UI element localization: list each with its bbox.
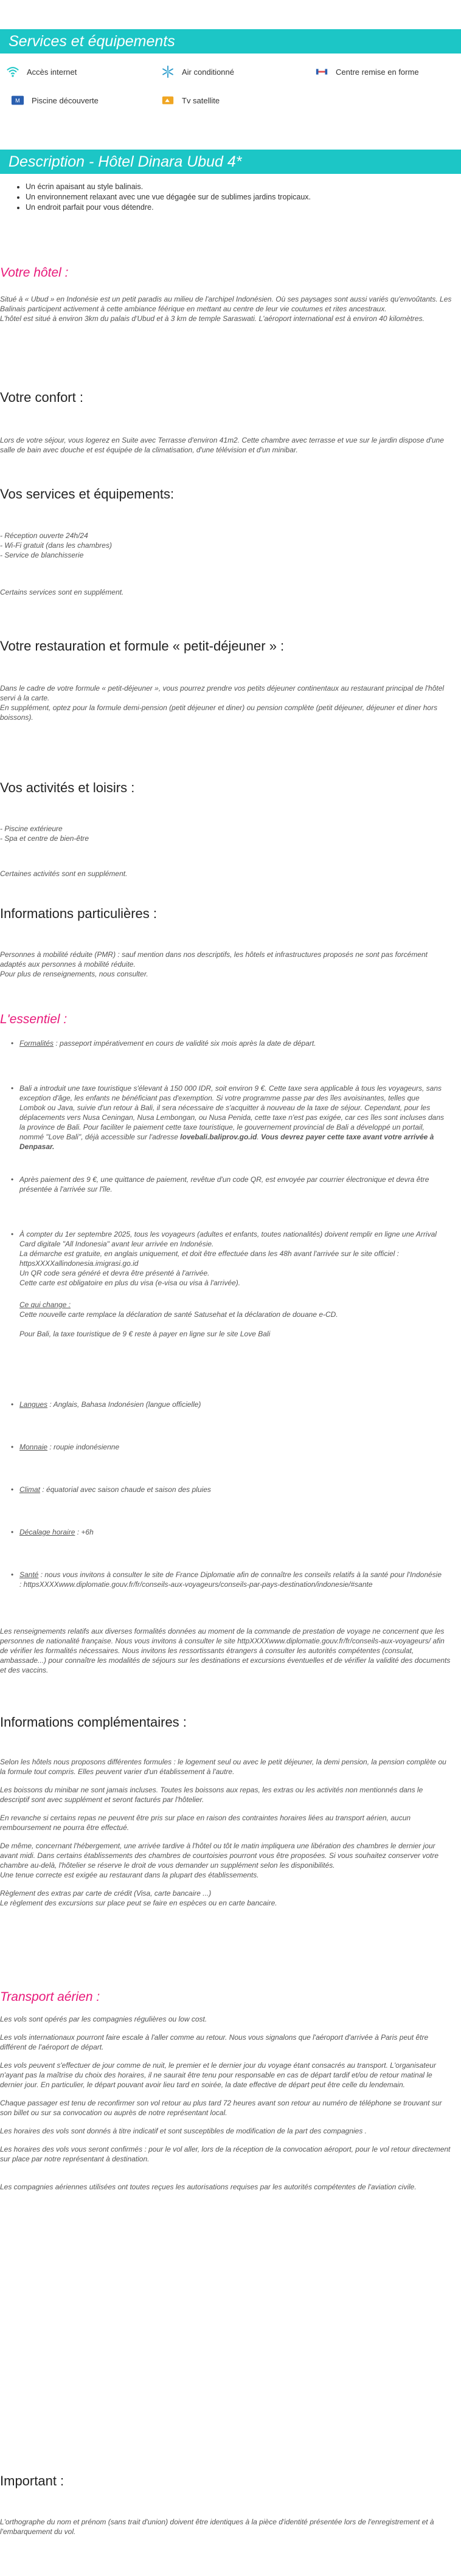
amenity-label: Accès internet (27, 67, 77, 77)
hotel-heading: Votre hôtel : (0, 266, 69, 280)
aerien-heading: Transport aérien : (0, 1990, 100, 2004)
bali-tax-text: Bali a introduit une taxe touristique s'élevant à 150 000 IDR, soit environ 9 €. Cette taxe sera applicable à tous les voyageurs, sans exception d'âge, les enfants ne bénéficiant pas d'exemption. Si votre programme passe par des îles avoisinantes, telles que Lombok ou Java, suivie d'un retour à Bali, il sera nécessaire de s'acquitter à nouveau de la taxe de séjour. Cependant, pour les déplacements vers Nusa Ceningan, Nusa Lembongan, ou Nusa Penida, cette taxe n'est pas exigée, car ces îles sont incluses dans la province de Bali. Pour faciliter le paiement cette taxe touristique, le gouvernement provincial de Bali a développé un portail, nommé "Love Bali", déjà accessible sur l'adresse (19, 1084, 445, 1141)
list-item: • Un écrin apaisant au style balinais. (26, 182, 311, 191)
change-text: Cette nouvelle carte remplace la déclaration de santé Satusehat et la déclaration de douane e-CD. (19, 1310, 338, 1319)
svg-text:M: M (15, 97, 20, 104)
aerien-text (0, 2014, 453, 2192)
particulier-text (0, 950, 453, 979)
monnaie-item (19, 1442, 445, 1452)
paragraph: Personnes à mobilité réduite (PMR) : sauf mention dans nos descriptifs, les hôtels et infrastructures proposés ne sont pas forcément adaptés aux personnes à mobilité réduite. (0, 950, 428, 969)
list-item: - Spa et centre de bien-être (0, 834, 89, 843)
services-note: Certains services sont en supplément. (0, 588, 124, 596)
amenity-internet (6, 65, 77, 78)
decalage-text: : +6h (75, 1528, 94, 1536)
paragraph: Une tenue correcte est exigée au restaurant dans la plupart des établissements. (0, 1871, 259, 1879)
amenity-label: Air conditionné (182, 67, 234, 77)
sante-item (19, 1570, 445, 1589)
paragraph: La démarche est gratuite, en anglais uniquement, et doit être effectuée dans les 48h avant l'arrivée sur le site officiel : httpsXXXXallindonesia.imigrasi.go.id (19, 1249, 399, 1268)
climat-label: Climat (19, 1485, 41, 1494)
formalites-text: : passeport impérativement en cours de validité six mois après la date de départ. (54, 1039, 316, 1048)
paragraph: Les compagnies aériennes utilisées ont toutes reçues les autorisations requises par les autorités compétentes de l'aviation civile. (0, 2183, 417, 2191)
resto-heading: Votre restauration et formule « petit-déjeuner » : (0, 638, 285, 654)
climat-item (19, 1485, 445, 1494)
paragraph: Les vols internationaux pourront faire escale à l'aller comme au retour. Nous vous signalons que l'aéroport d'arrivée à Paris peut être différent de l'aéroport de départ. (0, 2033, 429, 2051)
amenity-pool (11, 94, 99, 107)
payment-item: • Après paiement des 9 €, une quittance de paiement, revêtue d'un code QR, est envoyée par courrier électronique et devra être présentée à l'arrivée sur l'île. (19, 1175, 445, 1194)
change-tax: Pour Bali, la taxe touristique de 9 € reste à payer en ligne sur le site Love Bali (19, 1330, 271, 1338)
list-item: - Piscine extérieure (0, 824, 63, 833)
amenity-fitness (315, 65, 419, 78)
paragraph: L'hôtel est situé à environ 3km du palais d'Ubud et à 3 km de temple Saraswati. L'aéroport international est à environ 40 kilomètres. (0, 314, 425, 323)
arrival-item (19, 1229, 445, 1288)
paragraph: Cette carte est obligatoire en plus du visa (e-visa ou visa à l'arrivée). (19, 1279, 241, 1287)
sante-label: Santé (19, 1570, 39, 1579)
monnaie-text: : roupie indonésienne (47, 1443, 120, 1451)
bali-warning: Vous devrez payer cette taxe avant votre arrivée à Denpasar. (19, 1133, 434, 1151)
bali-tax-item: • Bali a introduit une taxe touristique s'élevant à 150 000 IDR, soit environ 9 €. Cette taxe sera applicable à tous les voyageurs, sans exception d'âge, les enfants ne bénéficiant pas d'exemption. Si votre programme passe par des îles avoisinantes, telles que Lombok ou Java, suivie d'un retour à Bali, il sera nécessaire de s'acquitter à nouveau de la taxe de séjour. Cependant, pour les déplacements vers Nusa Ceningan, Nusa Lembongan, ou Nusa Penida, cette taxe n'est pas exigée, car ces îles sont incluses dans la province de Bali. Pour faciliter le paiement cette taxe touristique, le gouvernement provincial de Bali a développé un portail, nommé "Love Bali", déjà accessible sur l'adresse lovebali.baliprov.go.id. Vous devrez payer cette taxe avant votre arrivée à Denpasar. (19, 1083, 445, 1152)
paragraph: • À compter du 1er septembre 2025, tous les voyageurs (adultes et enfants, toutes nationalités) doivent remplir en ligne une Arrival Card digitale "All Indonesia" avant leur arrivée en Indonésie. (19, 1230, 437, 1248)
complementaires-heading: Informations complémentaires : (0, 1714, 187, 1730)
amenity-label: Piscine découverte (32, 95, 99, 105)
climat-text: : équatorial avec saison chaude et saison des pluies (40, 1485, 211, 1494)
complementaires-text (0, 1757, 453, 1908)
amenity-label: Tv satellite (182, 95, 220, 105)
decalage-item (19, 1527, 445, 1537)
formalites-item (19, 1038, 445, 1048)
paragraph: En supplément, optez pour la formule demi-pension (petit déjeuner et diner) ou pension complète (petit déjeuner, déjeuner et diner hors boissons). (0, 703, 438, 722)
confort-text: Lors de votre séjour, vous logerez en Suite avec Terrasse d'environ 41m2. Cette chambre avec terrasse et vue sur le jardin dispose d'une salle de bain avec douche et est équipée de la climatisation, d'une télévision et d'un minibar. (0, 436, 444, 454)
satellite-tv-icon (161, 94, 175, 107)
paragraph: Les vols sont opérés par les compagnies régulières ou low cost. (0, 2015, 207, 2023)
langues-text: : Anglais, Bahasa Indonésien (langue officielle) (47, 1400, 201, 1409)
loisirs-list (0, 824, 453, 843)
paragraph: Les boissons du minibar ne sont jamais incluses. Toutes les boissons aux repas, les extras ou les activités non mentionnés dans le descriptif sont avec supplément et seront facturés par l'hôtelier. (0, 1786, 423, 1804)
paragraph: Les horaires des vols vous seront confirmés : pour le vol aller, lors de la réception de la convocation aéroport, pour le vol retour directement sur place par notre représentant à destination. (0, 2145, 451, 2163)
amenity-label: Centre remise en forme (336, 67, 419, 77)
important-text: L'orthographe du nom et prénom (sans trait d'union) doivent être identiques à la pièce d'identité présentée lors de l'enregistrement et à l'embarquement du vol. (0, 2518, 434, 2536)
paragraph: Dans le cadre de votre formule « petit-déjeuner », vous pourrez prendre vos petits déjeuner continentaux au restaurant principal de l'hôtel servi à la carte. (0, 684, 445, 702)
change-title: Ce qui change : (19, 1300, 71, 1309)
pool-icon (11, 94, 24, 107)
services-title: Services et équipements (0, 29, 461, 54)
monnaie-label: Monnaie (19, 1443, 48, 1451)
langues-label: Langues (19, 1400, 48, 1409)
formalites-label: Formalités (19, 1039, 54, 1048)
paragraph: Situé à « Ubud » en Indonésie est un petit paradis au milieu de l'archipel Indonésien. Où ses paysages sont aussi variés qu'envoûtants. Les Balinais participent activement à cette ambiance féérique en mettant au centre de leur vie coutumes et rites ancestraux. (0, 295, 452, 313)
paragraph: Règlement des extras par carte de crédit (Visa, carte bancaire ...) (0, 1889, 212, 1897)
hotel-text (0, 294, 453, 323)
paragraph: Les vols peuvent s'effectuer de jour comme de nuit, le premier et le dernier jour du voyage étant consacrés au transport. L'organisateur n'ayant pas la maîtrise du choix des horaires, il ne saurait être tenu pour responsable en cas de départ tardif et/ou de retour matinal le dernier jour. En particulier, le départ pouvant avoir lieu tard en soirée, la date effective de départ peut être celle du lendemain. (0, 2061, 436, 2089)
services-list (0, 531, 453, 560)
list-item: • Un environnement relaxant avec une vue dégagée sur de sublimes jardins tropicaux. (26, 193, 311, 201)
important-heading: Important : (0, 2473, 64, 2488)
change-block (19, 1300, 445, 1339)
snowflake-icon (161, 65, 175, 78)
paragraph: Le règlement des excursions sur place peut se faire en espèces ou en carte bancaire. (0, 1899, 277, 1907)
loisirs-note: Certaines activités sont en supplément. (0, 869, 128, 878)
services-heading: Vos services et équipements: (0, 486, 175, 502)
highlights-list (12, 182, 311, 213)
paragraph: Les horaires des vols sont donnés à titre indicatif et sont susceptibles de modification de la part des compagnies . (0, 2127, 367, 2135)
particulier-heading: Informations particulières : (0, 906, 157, 921)
paragraph: De même, concernant l'hébergement, une arrivée tardive à l'hôtel ou tôt le matin impliquera une libération des chambres le dernier jour avant midi. Dans certains établissements des chambres de courtoisies pourront vous être proposées. Si vous souhaitez conserver votre chambre au-delà, l'hôtelier se réserve le droit de vous demander un supplément selon les disponibilités. (0, 1842, 439, 1870)
dumbbell-icon (315, 65, 328, 78)
paragraph: Un QR code sera généré et devra être présenté à l'arrivée. (19, 1269, 210, 1277)
decalage-label: Décalage horaire (19, 1528, 75, 1536)
list-item: • Un endroit parfait pour vous détendre. (26, 203, 311, 212)
wifi-icon (6, 65, 19, 78)
amenity-tv (161, 94, 220, 107)
description-title: Description - Hôtel Dinara Ubud 4* (0, 150, 461, 174)
paragraph: En revanche si certains repas ne peuvent être pris sur place en raison des contraintes horaires liées au transport aérien, aucun remboursement ne pourra être effectué. (0, 1814, 411, 1832)
confort-heading: Votre confort : (0, 390, 83, 405)
amenity-aircon (161, 65, 234, 78)
paragraph: Chaque passager est tenu de reconfirmer son vol retour au plus tard 72 heures avant son retour au numéro de téléphone se trouvant sur son billet ou sur sa convocation ou auprès de notre représentant local. (0, 2099, 442, 2117)
paragraph: Pour plus de renseignements, nous consulter. (0, 970, 148, 978)
renseignements-text: Les renseignements relatifs aux diverses formalités données au moment de la commande de prestation de voyage ne concernent que les personnes de nationalité française. Nous vous invitons à consulter le site httpXXXXwww.diplomatie.gouv.fr/fr/conseils-aux-voyageurs/ afin de vérifier les formalités nécessaires. Nous invitons les ressortissants étrangers à consulter les autorités compétentes (consulat, ambassade...) pour connaître les modalités de séjours sur les destinations et excursions éventuelles et de vérifier la validité des documents et des vaccins. (0, 1627, 451, 1674)
bali-url[interactable]: lovebali.baliprov.go.id (180, 1133, 257, 1141)
sante-text: : nous vous invitons à consulter le site de France Diplomatie afin de connaître les conseils relatifs à la santé pour l'Indonésie : httpsXXXXwww.diplomatie.gouv.fr/fr/conseils-aux-voyageurs/conseils-par-pays-destination/indonesie/#sante (19, 1570, 442, 1589)
list-item: - Réception ouverte 24h/24 (0, 531, 88, 540)
list-item: - Wi-Fi gratuit (dans les chambres) (0, 541, 112, 550)
langues-item (19, 1400, 445, 1409)
loisirs-heading: Vos activités et loisirs : (0, 780, 135, 795)
resto-text (0, 683, 453, 722)
essentiel-heading: L'essentiel : (0, 1012, 68, 1026)
list-item: - Service de blanchisserie (0, 551, 84, 559)
paragraph: Selon les hôtels nous proposons différentes formules : le logement seul ou avec le petit déjeuner, la demi pension, la pension complète ou la formule tout compris. Elles peuvent varier d'un établissement à l'autre. (0, 1758, 446, 1776)
